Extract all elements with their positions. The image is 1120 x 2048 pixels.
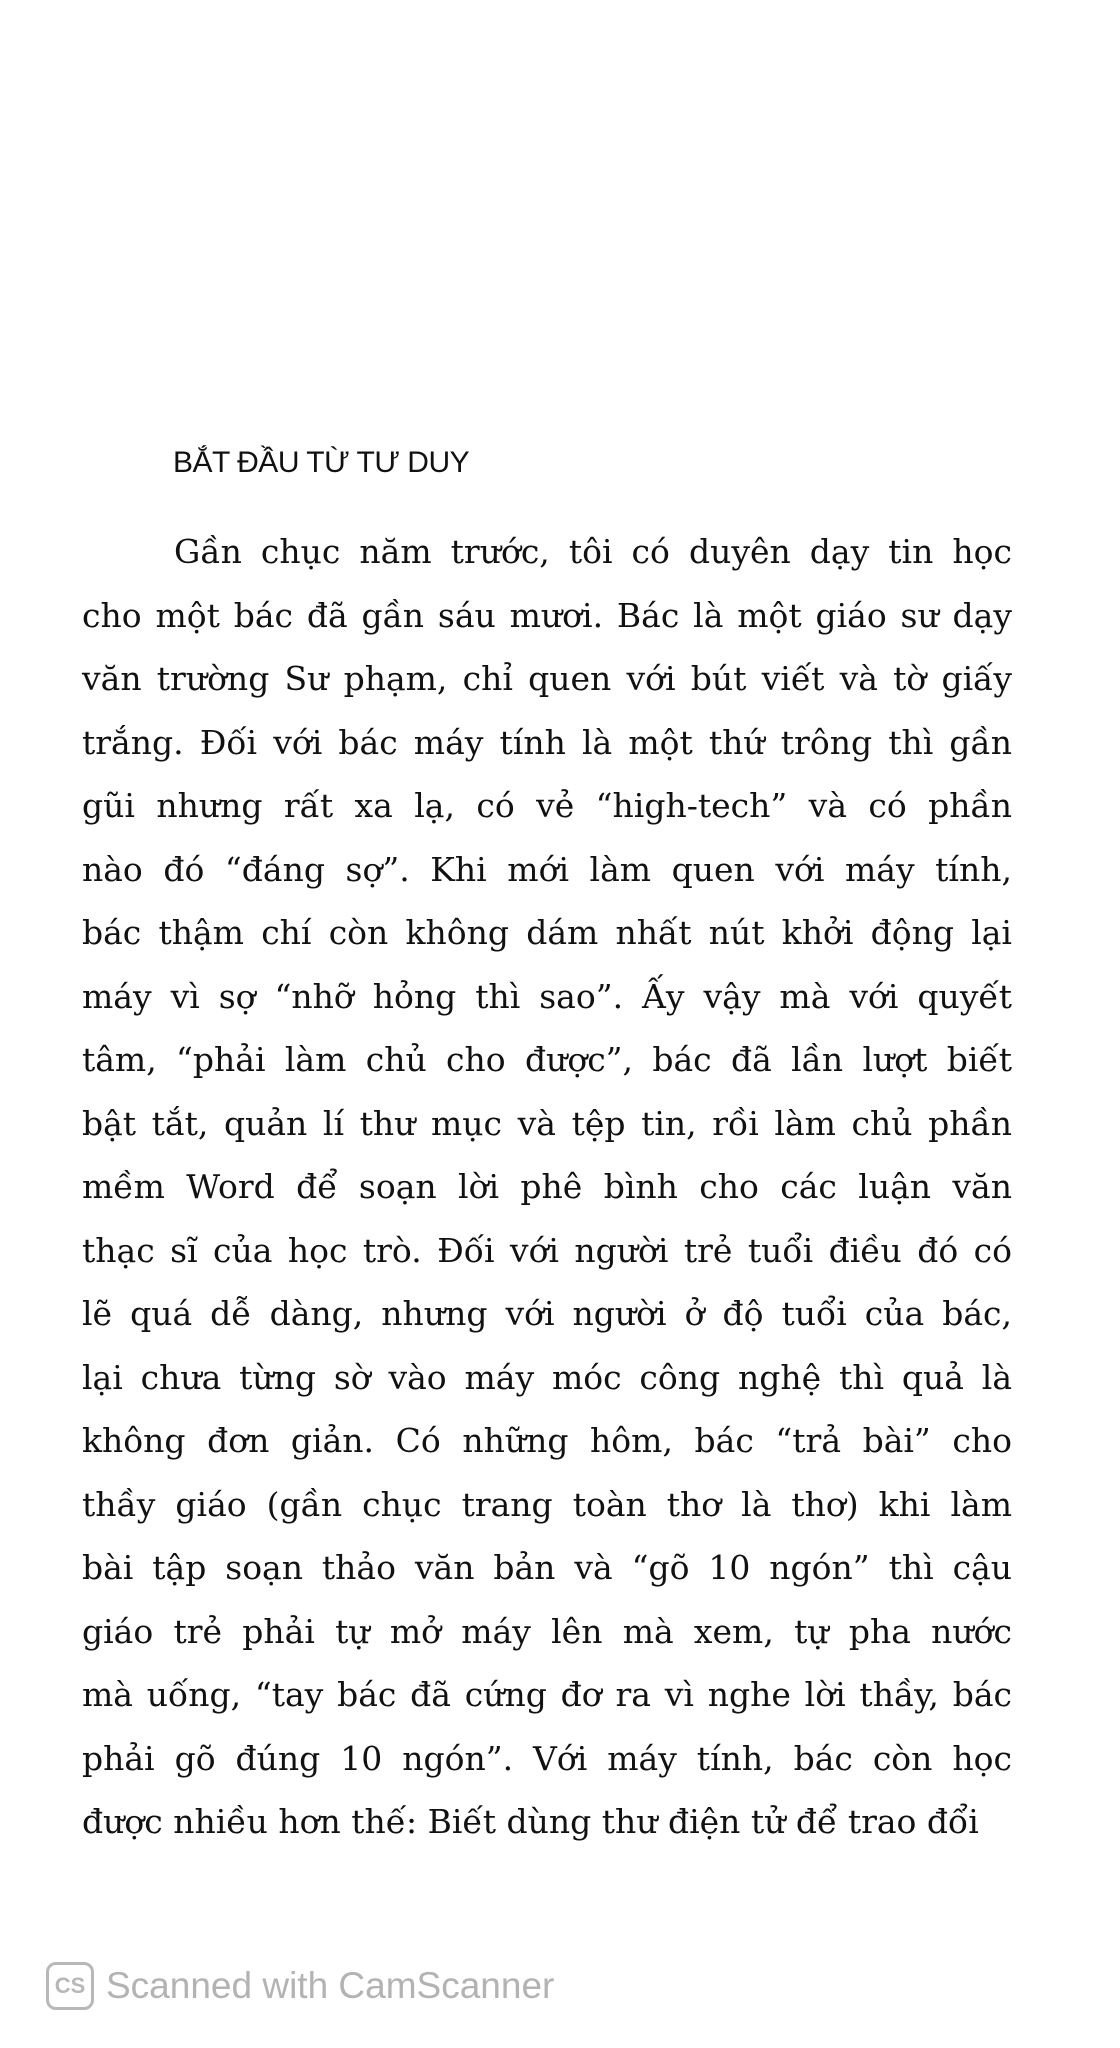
paragraph-line: lại chưa từng sờ vào máy móc công nghệ thì quả là (82, 1357, 1012, 1397)
paragraph-line: máy vì sợ “nhỡ hỏng thì sao”. Ấy vậy mà với quyết (82, 976, 1012, 1016)
paragraph-line: mềm Word để soạn lời phê bình cho các luận văn (82, 1167, 1012, 1206)
paragraph-line: mà uống, “tay bác đã cứng đơ ra vì nghe lời thầy, bác (82, 1675, 1012, 1714)
paragraph-line: bác thậm chí còn không dám nhất nút khởi động lại (82, 913, 1012, 952)
paragraph-line: thầy giáo (gần chục trang toàn thơ là thơ) khi làm (82, 1484, 1012, 1524)
paragraph-line: được nhiều hơn thế: Biết dùng thư điện tử để trao đổi (82, 1802, 979, 1841)
paragraph-line: văn trường Sư phạm, chỉ quen với bút viết và tờ giấy (82, 659, 1012, 698)
paragraph-line: bật tắt, quản lí thư mục và tệp tin, rồi làm chủ phần (82, 1103, 1012, 1143)
paragraph-line: tâm, “phải làm chủ cho được”, bác đã lần lượt biết (82, 1040, 1012, 1079)
camscanner-logo-icon: CS (46, 1962, 94, 2010)
paragraph-line: giáo trẻ phải tự mở máy lên mà xem, tự pha nước (82, 1611, 1012, 1651)
watermark-text: Scanned with CamScanner (106, 1965, 555, 2006)
paragraph-line: bài tập soạn thảo văn bản và “gõ 10 ngón” thì cậu (82, 1548, 1012, 1587)
paragraph-line: lẽ quá dễ dàng, nhưng với người ở độ tuổi của bác, (82, 1294, 1012, 1333)
section-heading: BẮT ĐẦU TỪ TƯ DUY (173, 446, 470, 479)
paragraph-line: gũi nhưng rất xa lạ, có vẻ “high-tech” và có phần (82, 786, 1012, 825)
body-paragraph (82, 520, 1012, 1854)
paragraph-line: nào đó “đáng sợ”. Khi mới làm quen với máy tính, (82, 849, 1012, 889)
paragraph-line: phải gõ đúng 10 ngón”. Với máy tính, bác còn học (82, 1738, 1012, 1778)
paragraph-line: Gần chục năm trước, tôi có duyên dạy tin học (174, 532, 1012, 571)
paragraph-line: không đơn giản. Có những hôm, bác “trả bài” cho (82, 1421, 1012, 1460)
paragraph-line: trắng. Đối với bác máy tính là một thứ trông thì gần (82, 722, 1012, 762)
paragraph-line: thạc sĩ của học trò. Đối với người trẻ tuổi điều đó có (82, 1230, 1012, 1270)
camscanner-watermark (46, 1962, 554, 2010)
paragraph-line: cho một bác đã gần sáu mươi. Bác là một giáo sư dạy (82, 595, 1012, 635)
